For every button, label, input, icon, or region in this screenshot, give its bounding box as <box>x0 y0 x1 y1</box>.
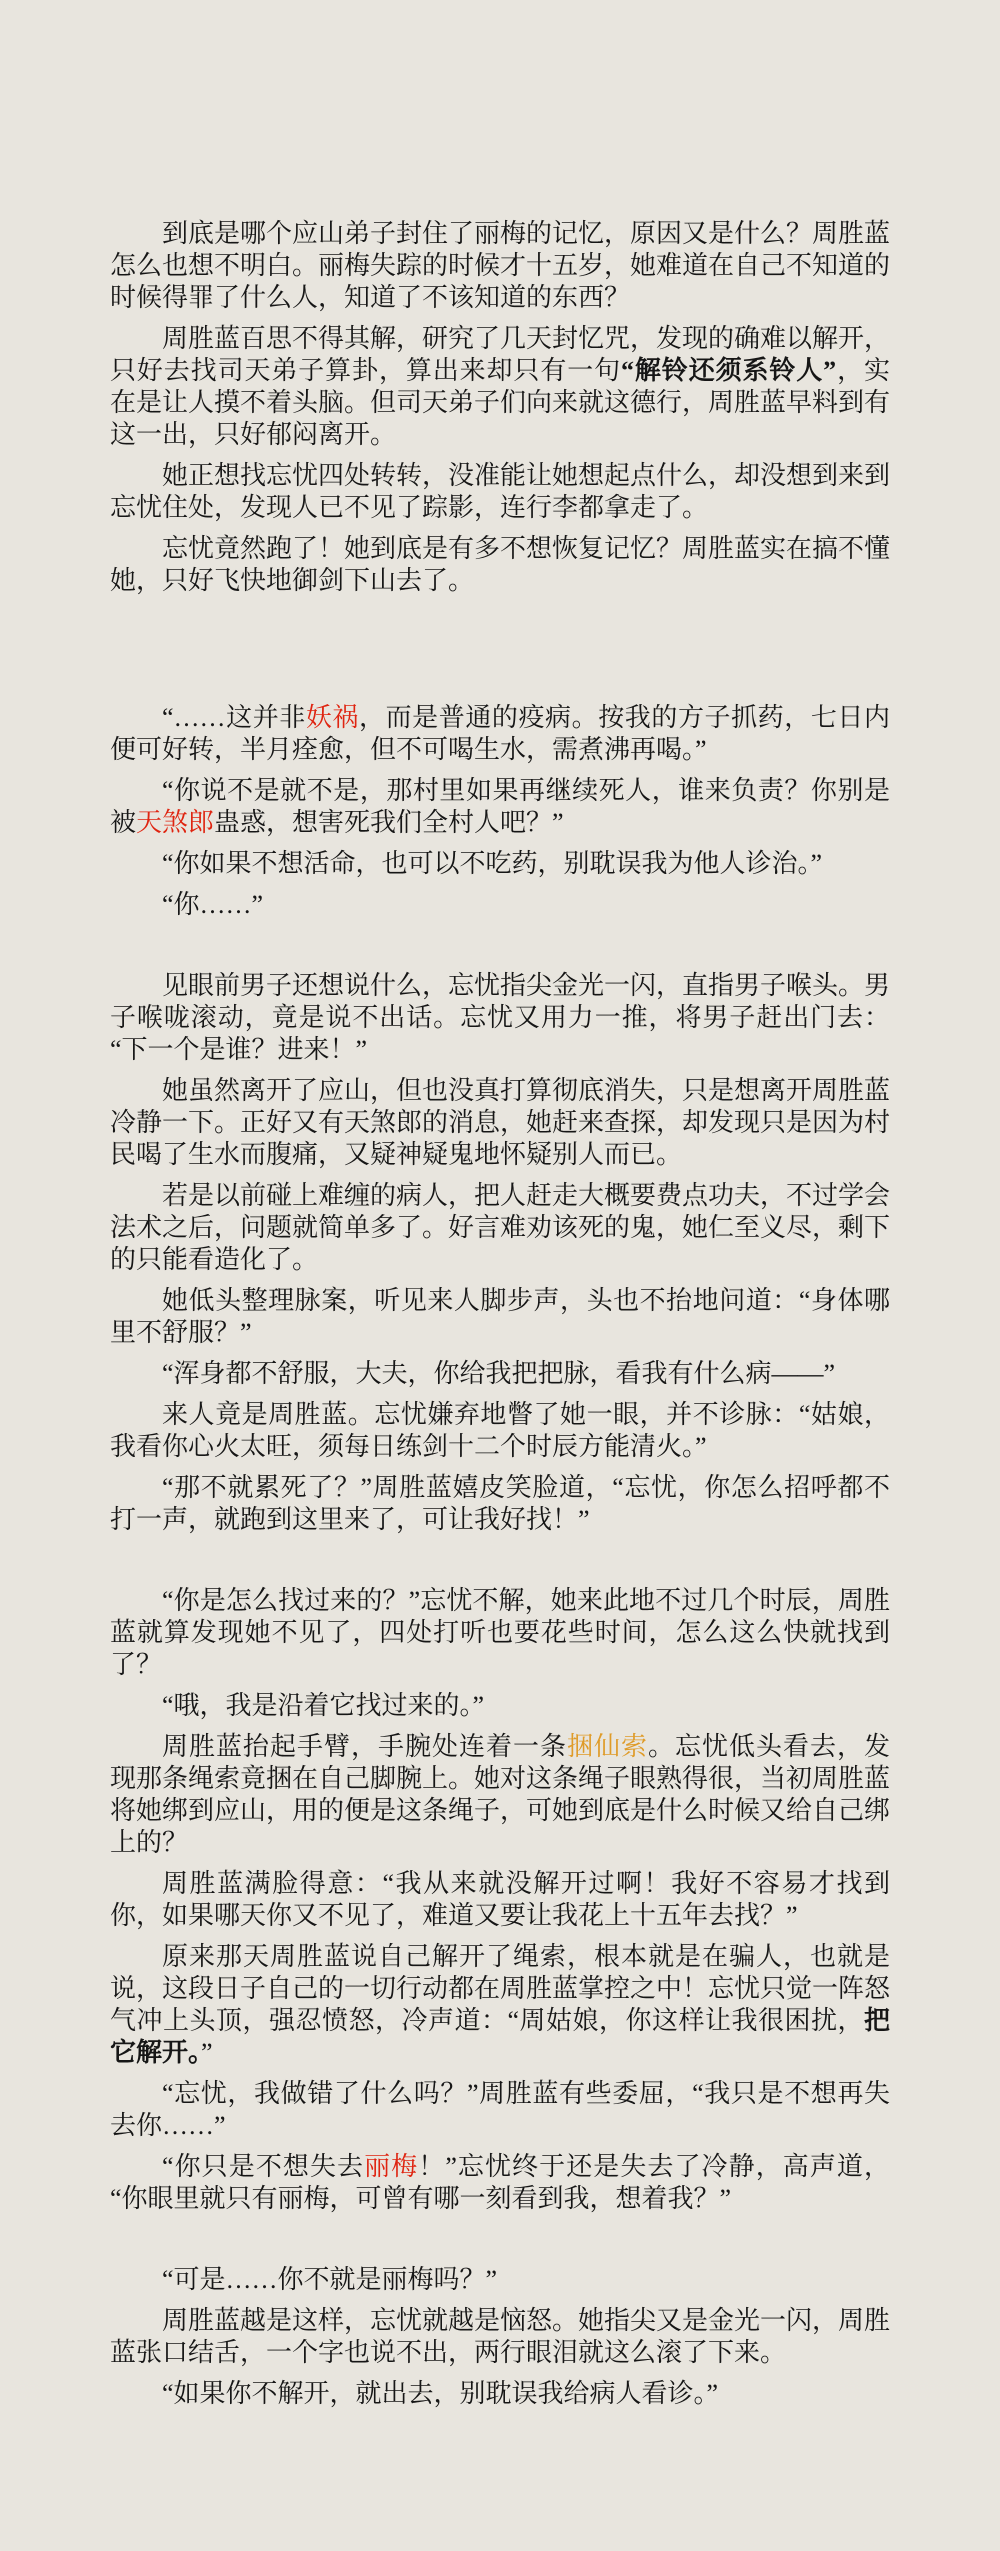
text-segment: 她正想找忘忧四处转转，没准能让她想起点什么，却没想到来到忘忧住处，发现人已不见了踪影，连行李都拿走了。 <box>110 461 891 522</box>
text-segment: “可是……你不就是丽梅吗？” <box>162 2265 498 2294</box>
text-segment: 见眼前男子还想说什么，忘忧指尖金光一闪，直指男子喉头。男子喉咙滚动，竟是说不出话。忘忧又用力一推，将男子赶出门去：“下一个是谁？进来！” <box>110 971 891 1064</box>
text-segment: 若是以前碰上难缠的病人，把人赶走大概要费点功夫，不过学会法术之后，问题就简单多了。好言难劝该死的鬼，她仁至义尽，剩下的只能看造化了。 <box>110 1181 891 1274</box>
text-segment: 周胜蓝满脸得意：“我从来就没解开过啊！我好不容易才找到你，如果哪天你又不见了，难道又要让我花上十五年去找？” <box>110 1869 890 1930</box>
text-segment: “哦，我是沿着它找过来的。” <box>162 1691 485 1720</box>
paragraph <box>110 1399 890 1463</box>
text-segment: “……这并非 <box>162 703 306 732</box>
paragraph <box>110 1472 890 1536</box>
paragraph <box>110 2378 890 2410</box>
bold-phrase: “解铃还须系铃人” <box>621 356 837 385</box>
text-segment: ！”忘忧终于还是失去了冷静，高声道，“你眼里就只有丽梅，可曾有哪一刻看到我，想着我？” <box>110 2152 890 2213</box>
text-segment: 原来那天周胜蓝说自己解开了绳索，根本就是在骗人，也就是说，这段日子自己的一切行动都在周胜蓝掌控之中！忘忧只觉一阵怒气冲上头顶，强忍愤怒，冷声道：“周姑娘，你这样让我很困扰， <box>110 1942 891 2035</box>
paragraph <box>110 775 890 839</box>
paragraph <box>110 1358 890 1390</box>
scene-break-small <box>110 1545 890 1585</box>
paragraph <box>110 1075 890 1171</box>
text-segment: “你……” <box>162 890 264 919</box>
text-segment: “那不就累死了？”周胜蓝嬉皮笑脸道，“忘忧，你怎么招呼都不打一声，就跑到这里来了，可让我好找！” <box>110 1473 890 1534</box>
text-segment: “你如果不想活命，也可以不吃药，别耽误我为他人诊治。” <box>162 849 823 878</box>
text-segment: 她虽然离开了应山，但也没真打算彻底消失，只是想离开周胜蓝冷静一下。正好又有天煞郎的消息，她赶来查探，却发现只是因为村民喝了生水而腹痛，又疑神疑鬼地怀疑别人而已。 <box>110 1076 891 1169</box>
text-segment: “你说不是就不是，那村里如果再继续死人，谁来负责？你别是被 <box>110 776 890 837</box>
text-segment: 忘忧竟然跑了！她到底是有多不想恢复记忆？周胜蓝实在搞不懂她，只好飞快地御剑下山去了。 <box>110 534 891 595</box>
text-segment: 来人竟是周胜蓝。忘忧嫌弃地瞥了她一眼，并不诊脉：“姑娘，我看你心火太旺，须每日练剑十二个时辰方能清火。” <box>110 1400 890 1461</box>
paragraph <box>110 1285 890 1349</box>
text-segment: 周胜蓝百思不得其解，研究了几天封忆咒，发现的确难以解开，只好去找司天弟子算卦，算出来却只有一句 <box>110 324 891 385</box>
paragraph <box>110 460 890 524</box>
paragraph <box>110 1868 890 1932</box>
text-segment: “你是怎么找过来的？”忘忧不解，她来此地不过几个时辰，周胜蓝就算发现她不见了，四处打听也要花些时间，怎么这么快就找到了？ <box>110 1586 890 1679</box>
text-segment: 她低头整理脉案，听见来人脚步声，头也不抬地问道：“身体哪里不舒服？” <box>110 1286 890 1347</box>
paragraph <box>110 2078 890 2142</box>
paragraph <box>110 323 890 451</box>
red-highlight-term: 丽梅 <box>364 2152 419 2181</box>
text-segment: 周胜蓝抬起手臂，手腕处连着一条 <box>162 1732 567 1761</box>
orange-highlight-term: 捆仙索 <box>566 1732 648 1761</box>
text-segment: 。忘忧低头看去，发现那条绳索竟捆在自己脚腕上。她对这条绳子眼熟得很，当初周胜蓝将她绑到应山，用的便是这条绳子，可她到底是什么时候又给自己绑上的？ <box>110 1732 891 1857</box>
paragraph <box>110 218 890 314</box>
scene-break-small <box>110 930 890 970</box>
text-segment: ，实在是让人摸不着头脑。但司天弟子们向来就这德行，周胜蓝早料到有这一出，只好郁闷离开。 <box>110 356 891 449</box>
text-segment: “你只是不想失去 <box>162 2152 365 2181</box>
paragraph <box>110 533 890 597</box>
paragraph <box>110 2305 890 2369</box>
red-highlight-term: 妖祸 <box>305 703 360 732</box>
paragraph <box>110 1180 890 1276</box>
paragraph <box>110 1690 890 1722</box>
scene-break-small <box>110 2224 890 2264</box>
paragraph <box>110 2151 890 2215</box>
text-segment: 蛊惑，想害死我们全村人吧？” <box>214 808 564 837</box>
bold-phrase: 把它解开。 <box>110 2006 890 2067</box>
text-segment: “浑身都不舒服，大夫，你给我把把脉，看我有什么病——” <box>162 1359 836 1388</box>
text-segment: ，而是普通的疫病。按我的方子抓药，七日内便可好转，半月痊愈，但不可喝生水，需煮沸再喝。” <box>110 703 890 764</box>
paragraph <box>110 970 890 1066</box>
paragraph <box>110 848 890 880</box>
paragraph <box>110 702 890 766</box>
text-segment: “忘忧，我做错了什么吗？”周胜蓝有些委屈，“我只是不想再失去你……” <box>110 2079 890 2140</box>
paragraph <box>110 889 890 921</box>
paragraph <box>110 1585 890 1681</box>
paragraph <box>110 1941 890 2069</box>
red-highlight-term: 天煞郎 <box>136 808 215 837</box>
text-segment: “如果你不解开，就出去，别耽误我给病人看诊。” <box>162 2379 719 2408</box>
text-segment: ” <box>201 2038 213 2067</box>
paragraph <box>110 1731 890 1859</box>
text-segment: 到底是哪个应山弟子封住了丽梅的记忆，原因又是什么？周胜蓝怎么也想不明白。丽梅失踪的时候才十五岁，她难道在自己不知道的时候得罪了什么人，知道了不该知道的东西？ <box>110 219 891 312</box>
scene-break-large <box>110 606 890 702</box>
text-segment: 周胜蓝越是这样，忘忧就越是恼怒。她指尖又是金光一闪，周胜蓝张口结舌，一个字也说不出，两行眼泪就这么滚了下来。 <box>110 2306 891 2367</box>
paragraph <box>110 2264 890 2296</box>
